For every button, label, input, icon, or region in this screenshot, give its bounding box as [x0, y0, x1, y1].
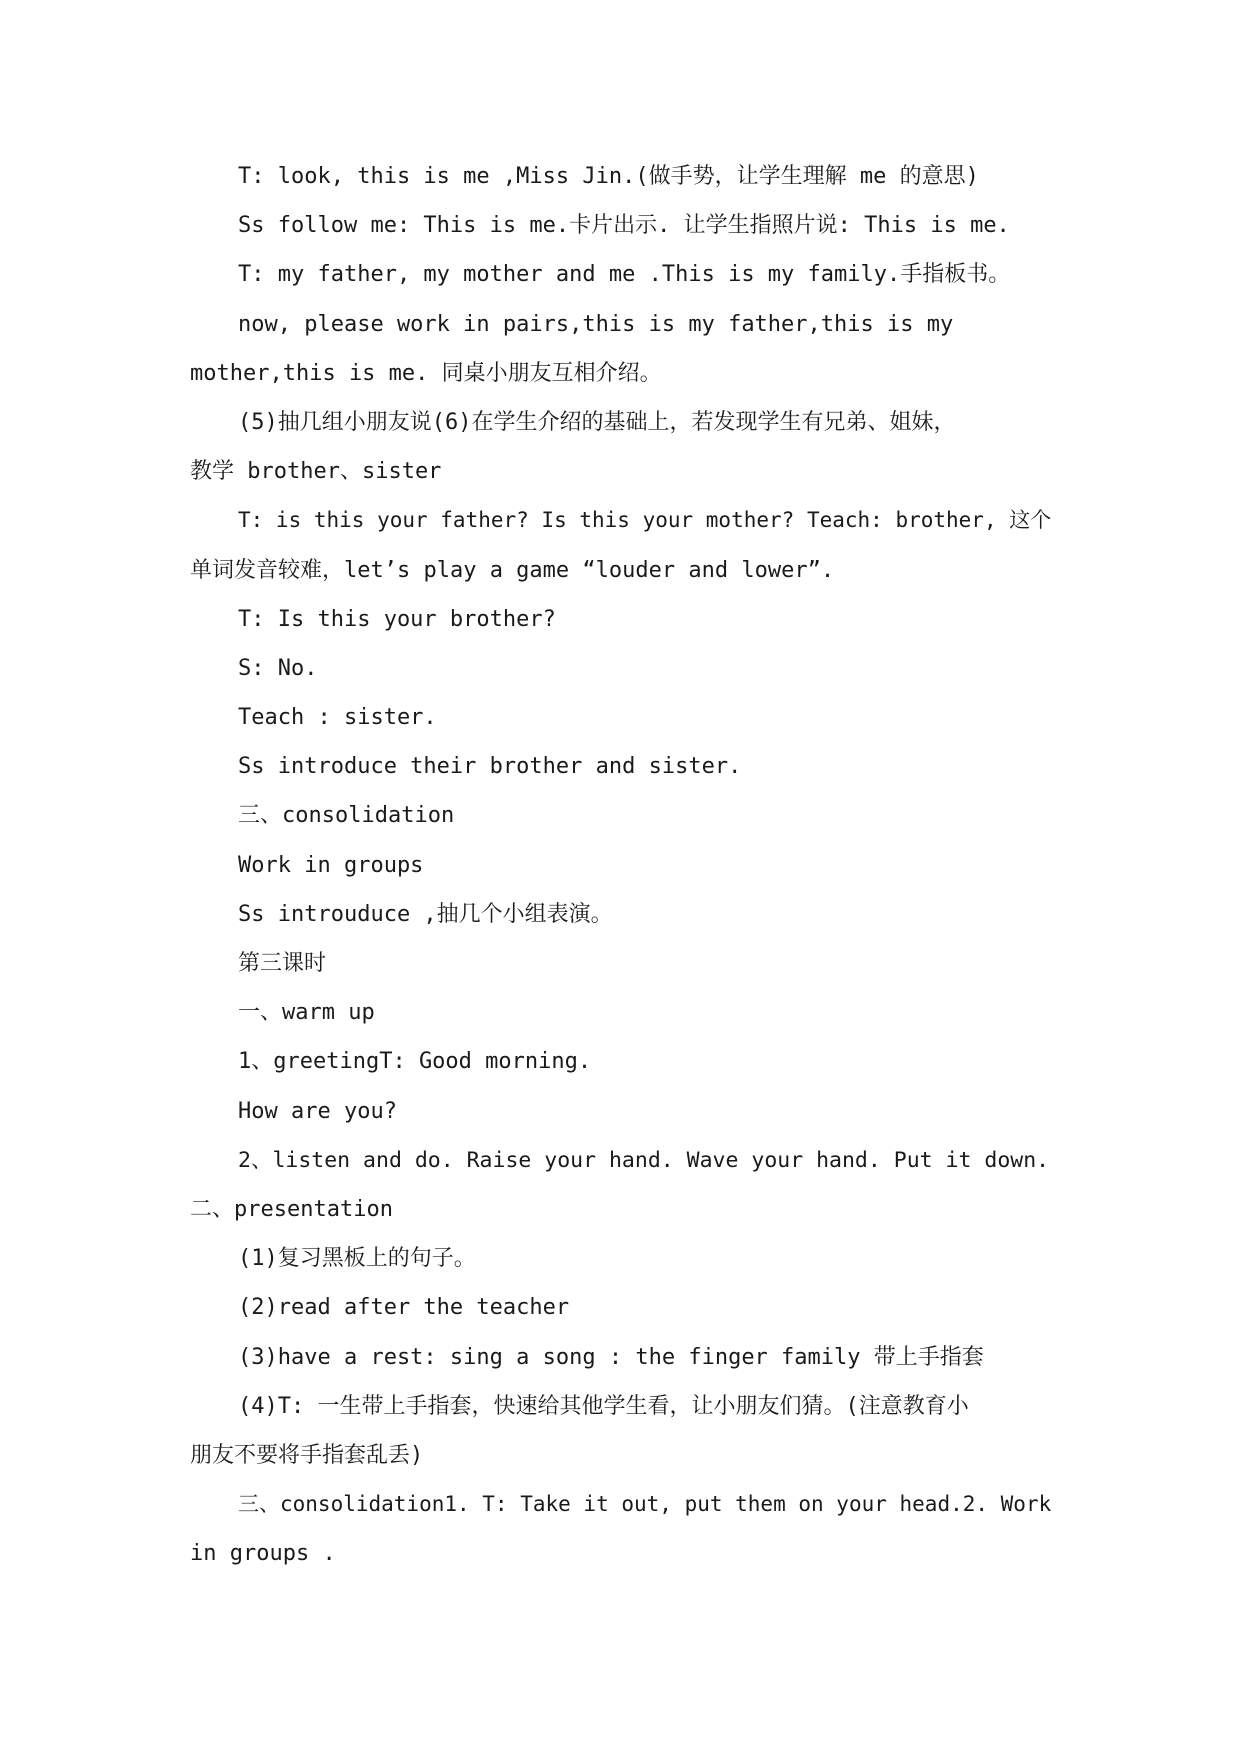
text-line: 三、consolidation	[238, 803, 455, 829]
text-line: Work in groups	[238, 852, 424, 878]
text-line: Ss introuduce ,抽几个小组表演。	[238, 901, 613, 927]
text-line: (2)read after the teacher	[238, 1295, 570, 1321]
text-line: now, please work in pairs,this is my father,this is my	[238, 311, 954, 337]
text-line: (3)have a rest: sing a song : the finger family 带上手指套	[238, 1344, 984, 1370]
text-line: T: my father, my mother and me .This is my family.手指板书。	[238, 262, 1011, 288]
text-line: in groups .	[190, 1541, 336, 1567]
text-line: 一、warm up	[238, 1000, 375, 1026]
text-line: 1、greetingT: Good morning.	[238, 1049, 592, 1075]
text-line: T: Is this your brother?	[238, 606, 556, 632]
text-line: 第三课时	[238, 951, 327, 976]
text-line: 三、consolidation1. T: Take it out, put them on your head.2. Work	[238, 1492, 1052, 1517]
text-line: Ss introduce their brother and sister.	[238, 754, 742, 780]
text-line: T: look, this is me ,Miss Jin.(做手势，让学生理解 me 的意思)	[238, 164, 979, 189]
text-line: (5)抽几组小朋友说(6)在学生介绍的基础上，若发现学生有兄弟、姐妹，	[238, 409, 956, 435]
text-line: T: is this your father? Is this your mother? Teach: brother, 这个	[238, 508, 1052, 533]
text-line: (1)复习黑板上的句子。	[238, 1246, 476, 1272]
text-line: How are you?	[238, 1098, 397, 1124]
text-line: Ss follow me: This is me.卡片出示. 让学生指照片说: This is me.	[238, 213, 1010, 239]
text-line: Teach : sister.	[238, 705, 437, 731]
text-line: 朋友不要将手指套乱丢)	[190, 1442, 424, 1468]
document-body	[190, 152, 1055, 1578]
text-line: 教学 brother、sister	[190, 459, 442, 485]
text-line: mother,this is me. 同桌小朋友互相介绍。	[190, 360, 662, 386]
text-line: 单词发音较难，let’s play a game “louder and lower”.	[190, 557, 835, 583]
text-line: 二、presentation	[190, 1196, 393, 1222]
text-line: S: No.	[238, 655, 318, 681]
text-line: (4)T: 一生带上手指套，快速给其他学生看，让小朋友们猜。(注意教育小	[238, 1393, 969, 1419]
text-line: 2、listen and do. Raise your hand. Wave your hand. Put it down.	[238, 1147, 1050, 1173]
